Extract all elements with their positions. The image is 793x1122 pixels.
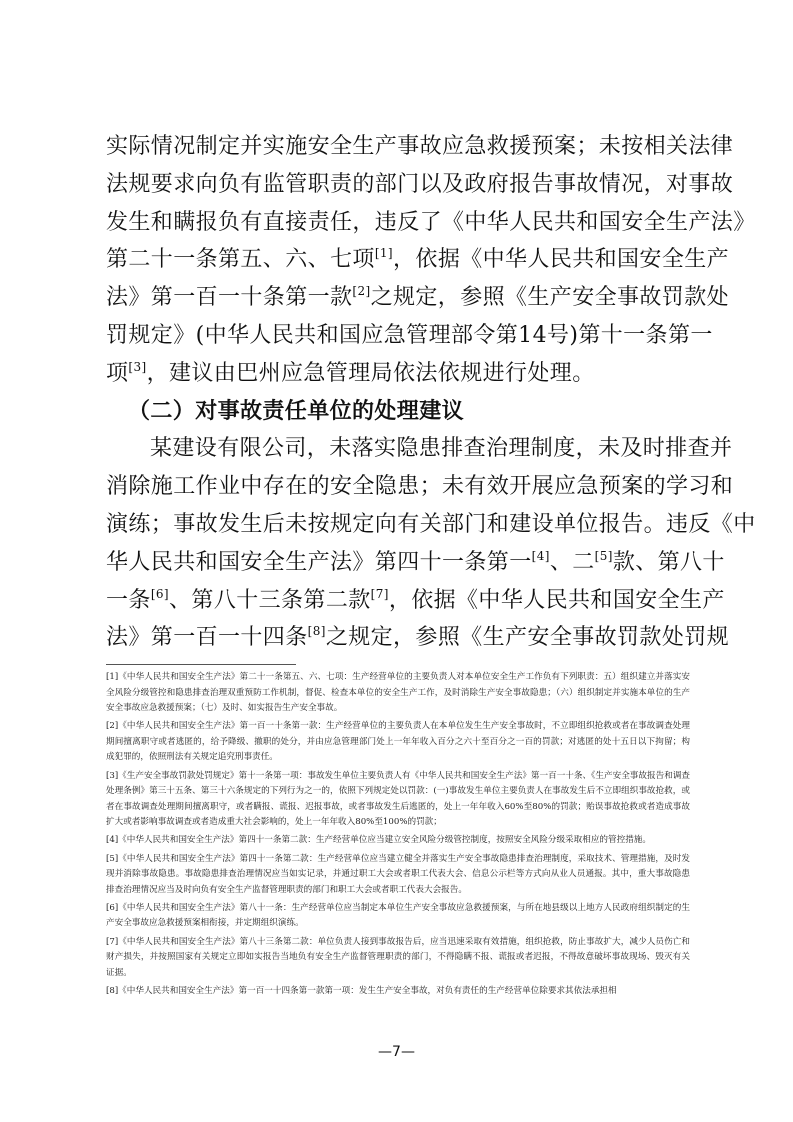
footnote-divider	[106, 664, 296, 665]
footnote-ref[interactable]: [4]	[531, 548, 550, 563]
footnote-ref[interactable]: [7]	[370, 586, 389, 601]
footnote-ref[interactable]: [2]	[352, 284, 371, 299]
paragraph-line: 实际情况制定并实施安全生产事故应急救援预案；未按相关法律	[106, 134, 734, 159]
paragraph-line: 某建设有限公司，未落实隐患排查治理制度，未及时排查并	[150, 436, 733, 462]
page-number: —7—	[378, 1044, 415, 1060]
section-heading: （二）对事故责任单位的处理建议	[128, 397, 465, 424]
footnote-2: [2]《中华人民共和国安全生产法》第一百一十条第一款：生产经营单位的主要负责人在本单位发生生产安全事故时，不立即组织抢救或者在事故调查处理期间擅离职守或者逃匿的，给予降级、撤职的处分，并由应急管理部门处上一年年收入百分之六十至百分之一百的罚款；对逃匿的处十五日以下拘留；构成犯罪的，依照刑法有关规定追究刑事责任。	[106, 721, 690, 763]
footnote-ref[interactable]: [8]	[307, 624, 326, 639]
body-text	[106, 128, 756, 657]
footnote-ref[interactable]: [6]	[150, 586, 170, 601]
paragraph-line: 华人民共和国安全生产法》第四十一条第一[4]、二[5]款、第八十	[106, 548, 725, 575]
footnote-ref[interactable]: [1]	[374, 246, 394, 261]
footnote-ref[interactable]: [5]	[594, 548, 613, 563]
footnote-6: [6]《中华人民共和国安全生产法》第八十一条：生产经营单位应当制定本单位生产安全事故应急救援预案，与所在地县级以上地方人民政府组织制定的生产安全事故应急救援预案相衔接，并定期组织演练。	[106, 902, 690, 929]
footnotes	[106, 670, 690, 1002]
paragraph-line: 项[3]，建议由巴州应急管理局依法依规进行处理。	[106, 359, 595, 386]
paragraph-line: 法》第一百一十条第一款[2]之规定，参照《生产安全事故罚款处	[106, 284, 730, 311]
paragraph-line: 第二十一条第五、六、七项[1]，依据《中华人民共和国安全生产	[106, 246, 730, 273]
footnote-1: [1]《中华人民共和国安全生产法》第二十一条第五、六、七项：生产经营单位的主要负责人对本单位安全生产工作负有下列职责：五）组织建立并落实安全风险分级管控和隐患排查治理双重预防工作机制，督促、检查本单位的安全生产工作，及时消除生产安全事故隐患；（六）组织制定并实施本单位的生产安全事故应急救援预案；（七）及时、如实报告生产安全事故。	[106, 672, 690, 714]
footnote-ref[interactable]: [3]	[128, 359, 147, 374]
paragraph-line: 发生和瞒报负有直接责任，违反了《中华人民共和国安全生产法》	[106, 209, 756, 235]
paragraph-line: 法》第一百一十四条[8]之规定，参照《生产安全事故罚款处罚规	[106, 624, 730, 651]
paragraph-line: 法规要求向负有监管职责的部门以及政府报告事故情况，对事故	[106, 171, 734, 197]
paragraph-line: 罚规定》(中华人民共和国应急管理部令第14号)第十一条第一	[106, 322, 713, 348]
paragraph-line: 演练；事故发生后未按规定向有关部门和建设单位报告。违反《中	[106, 511, 756, 537]
paragraph-line: 一条[6]、第八十三条第二款[7]，依据《中华人民共和国安全生产	[106, 586, 725, 613]
footnote-8: [8]《中华人民共和国安全生产法》第一百一十四条第一款第一项：发生生产安全事故，对负有责任的生产经营单位除要求其依法承担相	[106, 985, 617, 996]
paragraph-line: 消除施工作业中存在的安全隐患；未有效开展应急预案的学习和	[106, 474, 734, 500]
footnote-3: [3]《生产安全事故罚款处罚规定》第十一条第一项：事故发生单位主要负责人有《中华人民共和国安全生产法》第一百一十条、《生产安全事故报告和调查处理条例》第三十五条、第三十六条规定的下列行为之一的，依照下列规定处以罚款：(一)事故发生单位主要负责人在事故发生后不立即组织事故抢救，或者在事故调查处理期间擅离职守，或者瞒报、谎报、迟报事故，或者事故发生后逃匿的，处上一年年收入60%至80%的罚款；贻误事故抢救或者造成事故扩大或者影响事故调查或者造成重大社会影响的，处上一年年收入80%至100%的罚款；	[106, 770, 690, 828]
footnote-5: [5]《中华人民共和国安全生产法》第四十一条第二款：生产经营单位应当建立健全并落实生产安全事故隐患排查治理制度，采取技术、管理措施，及时发现并消除事故隐患。事故隐患排查治理情况应当如实记录，并通过职工大会或者职工代表大会、信息公示栏等方式向从业人员通报。其中，重大事故隐患排查治理情况应当及时向负有安全生产监督管理职责的部门和职工大会或者职工代表大会报告。	[106, 853, 690, 895]
footnote-4: [4]《中华人民共和国安全生产法》第四十一条第二款：生产经营单位应当建立安全风险分级管控制度，按照安全风险分级采取相应的管控措施。	[106, 835, 651, 846]
footnote-7: [7]《中华人民共和国安全生产法》第八十三条第二款：单位负责人接到事故报告后，应当迅速采取有效措施，组织抢救，防止事故扩大，减少人员伤亡和财产损失，并按照国家有关规定立即如实报告当地负有安全生产监督管理职责的部门，不得隐瞒不报、谎报或者迟报，不得故意破坏事故现场、毁灭有关证据。	[106, 936, 690, 978]
